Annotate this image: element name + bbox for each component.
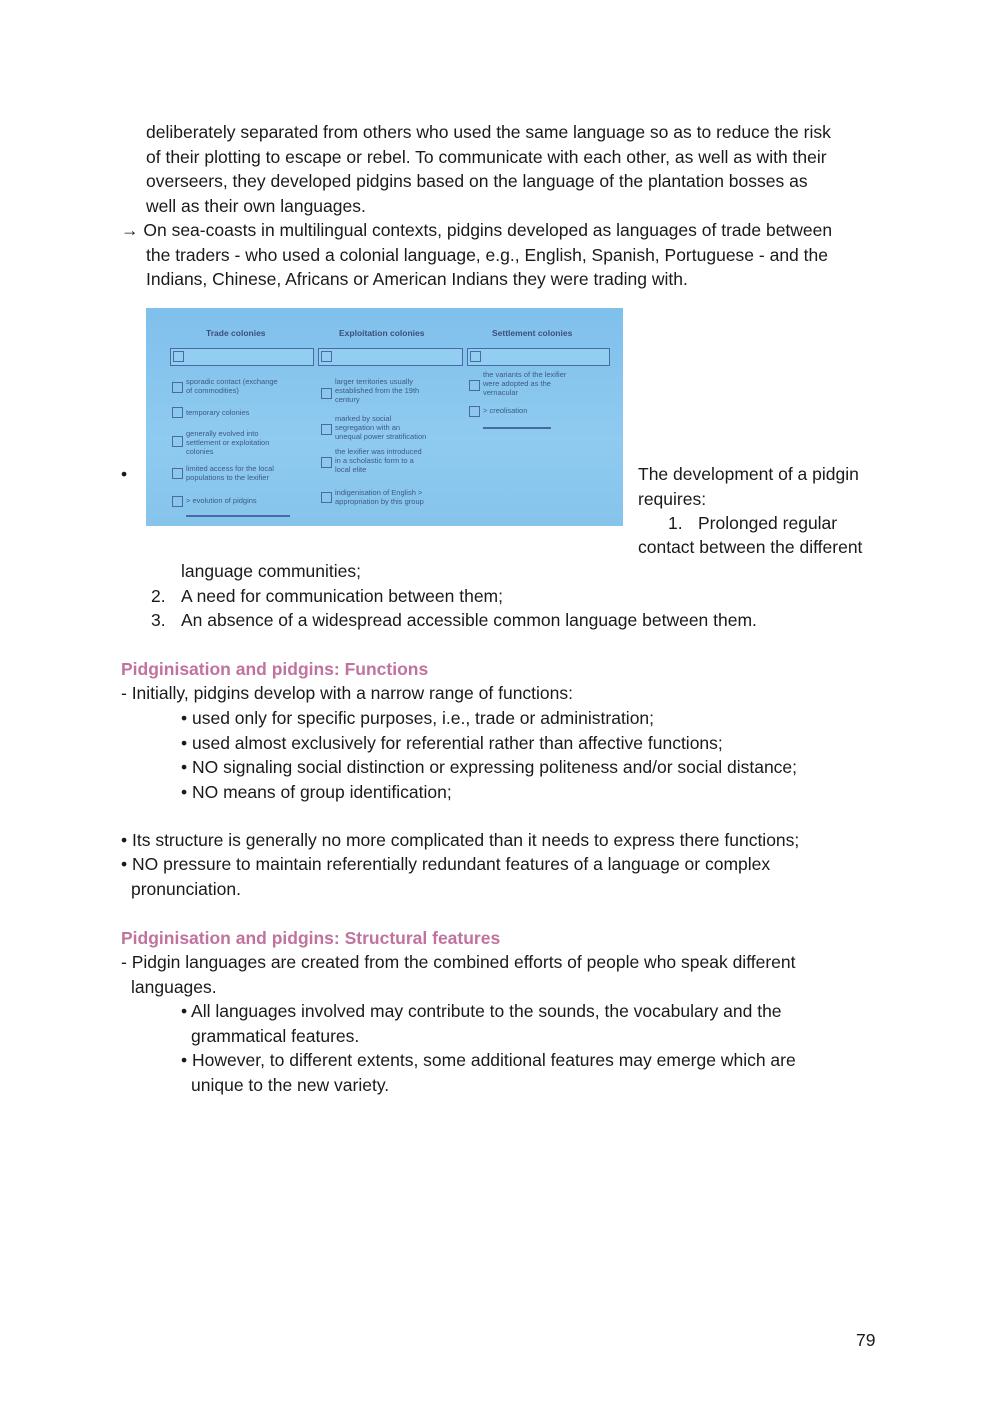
text-line: deliberately separated from others who used the same language so as to reduce the risk (146, 122, 831, 142)
functions-intro: - Initially, pidgins develop with a narrow range of functions: (121, 683, 574, 703)
structure-note: • Its structure is generally no more complicated than it needs to express there functions; (121, 830, 800, 850)
requirement-2: A need for communication between them; (181, 586, 503, 606)
functions-list (181, 706, 797, 804)
checkbox (172, 436, 183, 447)
text-line: of their plotting to escape or rebel. To communicate with each other, as well as with their (146, 146, 827, 167)
text-line: The development of a pidgin (638, 464, 859, 484)
paragraph-plantation (146, 120, 831, 218)
text-line: - Pidgin languages are created from the combined efforts of people who speak different (121, 952, 796, 972)
exploitation-item: indigenisation of English > appropriation by this group (335, 488, 424, 506)
colonies-table-image (146, 308, 623, 526)
checkbox (172, 496, 183, 507)
section-heading-functions: Pidginisation and pidgins: Functions (121, 659, 429, 679)
text-line: overseers, they developed pidgins based on the language of the plantation bosses as (146, 171, 808, 191)
column-header-trade: Trade colonies (206, 328, 266, 338)
checkbox (321, 424, 332, 435)
checkbox (172, 468, 183, 479)
structural-item-1 (181, 999, 782, 1048)
text-line: pronunciation. (131, 878, 241, 899)
column-bar-trade (170, 348, 314, 366)
trade-item: limited access for the local populations to the lexifier (186, 464, 274, 482)
pidgin-requirements-intro (638, 462, 859, 511)
divider-line (483, 427, 551, 429)
text-line: languages. (131, 976, 217, 997)
divider-line (186, 515, 290, 517)
bullet-marker: • (121, 464, 128, 484)
section-heading-structural: Pidginisation and pidgins: Structural features (121, 928, 501, 948)
column-header-exploitation: Exploitation colonies (339, 328, 425, 338)
page-number: 79 (856, 1330, 876, 1350)
requirement-1-line: Prolonged regular (698, 513, 838, 533)
paragraph-sea-coasts (121, 218, 832, 292)
list-item: • NO means of group identification; (181, 781, 452, 802)
structural-item-2 (181, 1048, 796, 1097)
text-line: • However, to different extents, some additional features may emerge which are (181, 1050, 796, 1070)
text-line: requires: (638, 488, 707, 509)
checkbox (469, 380, 480, 391)
exploitation-item: larger territories usually established from the 19th century (335, 377, 420, 404)
requirement-2-number: 2. (151, 586, 166, 606)
checkbox (172, 407, 183, 418)
checkbox (321, 388, 332, 399)
settlement-item: > creolisation (483, 406, 528, 415)
requirement-1-line: language communities; (181, 561, 361, 581)
settlement-item: the variants of the lexifier were adopted as the vernacular (483, 370, 567, 397)
exploitation-item: the lexifier was introduced in a scholastic form to a local elite (335, 447, 422, 474)
requirement-3: An absence of a widespread accessible common language between them. (181, 610, 757, 630)
checkbox (321, 492, 332, 503)
list-item: • NO signaling social distinction or expressing politeness and/or social distance; (181, 757, 798, 777)
column-bar-settlement (467, 348, 610, 366)
checkbox (172, 382, 183, 393)
trade-item: > evolution of pidgins (186, 496, 257, 505)
pressure-note (121, 852, 770, 901)
structural-intro (121, 950, 796, 999)
requirement-1-line: contact between the different (638, 537, 863, 557)
text-line: unique to the new variety. (191, 1074, 390, 1095)
exploitation-item: marked by social segregation with an unequal power stratification (335, 414, 427, 441)
text-line: well as their own languages. (146, 195, 366, 216)
text-line: • All languages involved may contribute to the sounds, the vocabulary and the (181, 1001, 782, 1021)
checkbox (469, 406, 480, 417)
text-line: • NO pressure to maintain referentially redundant features of a language or complex (121, 854, 771, 874)
trade-item: generally evolved into settlement or exploitation colonies (186, 429, 270, 456)
requirement-1-number: 1. (668, 513, 683, 533)
checkbox (321, 457, 332, 468)
trade-item: temporary colonies (186, 408, 250, 417)
column-bar-exploitation (318, 348, 463, 366)
text-line: grammatical features. (191, 1025, 360, 1046)
text-line: the traders - who used a colonial language, e.g., English, Spanish, Portuguese - and the (146, 244, 828, 265)
column-header-settlement: Settlement colonies (492, 328, 573, 338)
trade-item: sporadic contact (exchange of commodities) (186, 377, 278, 395)
text-line: → On sea-coasts in multilingual contexts, pidgins developed as languages of trade between (121, 220, 833, 240)
list-item: • used only for specific purposes, i.e., trade or administration; (181, 708, 655, 728)
list-item: • used almost exclusively for referential rather than affective functions; (181, 732, 723, 753)
text-line: Indians, Chinese, Africans or American Indians they were trading with. (146, 269, 688, 289)
requirement-3-number: 3. (151, 610, 166, 630)
